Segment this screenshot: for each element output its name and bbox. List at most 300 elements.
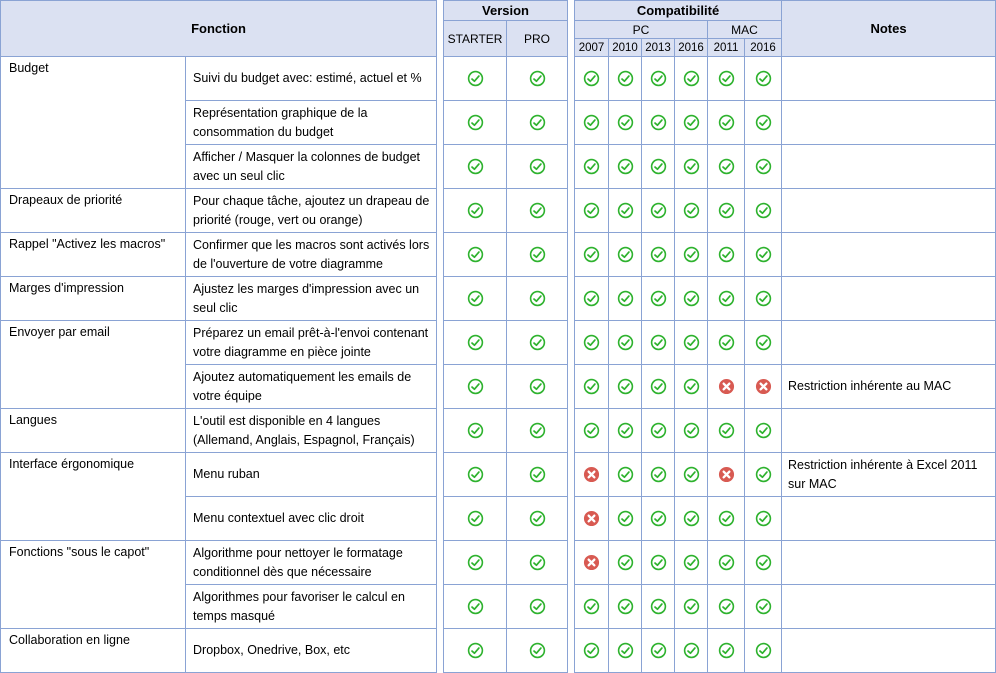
category-cell: Langues xyxy=(1,409,186,453)
description-cell: Confirmer que les macros sont activés lors de l'ouverture de votre diagramme xyxy=(186,233,437,277)
starter-cell xyxy=(444,101,507,145)
compat-cell-pc-2010 xyxy=(609,145,642,189)
table-row xyxy=(1,277,437,321)
check-circle-icon xyxy=(650,598,667,615)
compat-cell-pc-2013 xyxy=(642,541,675,585)
compat-cell-pc-2013 xyxy=(642,233,675,277)
compat-cell-pc-2010 xyxy=(609,541,642,585)
check-circle-icon xyxy=(650,642,667,659)
table-row xyxy=(444,585,568,629)
description-cell: Menu contextuel avec clic droit xyxy=(186,497,437,541)
table-row xyxy=(1,233,437,277)
check-circle-icon xyxy=(650,466,667,483)
note-cell xyxy=(782,277,996,321)
compat-cell-pc-2016 xyxy=(675,541,708,585)
table-row xyxy=(1,57,437,101)
check-circle-icon xyxy=(529,510,546,527)
starter-cell xyxy=(444,277,507,321)
note-cell xyxy=(782,321,996,365)
check-circle-icon xyxy=(755,334,772,351)
check-circle-icon xyxy=(529,70,546,87)
check-circle-icon xyxy=(718,510,735,527)
check-circle-icon xyxy=(617,158,634,175)
check-circle-icon xyxy=(583,246,600,263)
category-cell: Collaboration en ligne xyxy=(1,629,186,673)
check-circle-icon xyxy=(718,114,735,131)
compat-cell-pc-2016 xyxy=(675,101,708,145)
check-circle-icon xyxy=(617,70,634,87)
compat-cell-mac-2016 xyxy=(745,233,782,277)
category-cell: Interface érgonomique xyxy=(1,453,186,541)
compatibility-table xyxy=(574,0,996,673)
check-circle-icon xyxy=(467,554,484,571)
check-circle-icon xyxy=(650,422,667,439)
check-circle-icon xyxy=(583,598,600,615)
pro-cell xyxy=(507,365,568,409)
check-circle-icon xyxy=(617,422,634,439)
compat-cell-pc-2010 xyxy=(609,409,642,453)
check-circle-icon xyxy=(467,598,484,615)
pro-cell xyxy=(507,145,568,189)
starter-cell xyxy=(444,629,507,673)
category-cell: Rappel "Activez les macros" xyxy=(1,233,186,277)
check-circle-icon xyxy=(755,510,772,527)
cross-circle-icon xyxy=(583,554,600,571)
check-circle-icon xyxy=(718,334,735,351)
check-circle-icon xyxy=(583,334,600,351)
compat-cell-pc-2013 xyxy=(642,585,675,629)
table-row xyxy=(444,497,568,541)
check-circle-icon xyxy=(650,202,667,219)
check-circle-icon xyxy=(755,422,772,439)
check-circle-icon xyxy=(617,334,634,351)
description-cell: Dropbox, Onedrive, Box, etc xyxy=(186,629,437,673)
pro-cell xyxy=(507,233,568,277)
check-circle-icon xyxy=(755,202,772,219)
check-circle-icon xyxy=(617,378,634,395)
pc-year-2013: 2013 xyxy=(642,39,675,57)
check-circle-icon xyxy=(529,378,546,395)
table-row xyxy=(444,277,568,321)
compat-cell-pc-2013 xyxy=(642,189,675,233)
compat-cell-pc-2013 xyxy=(642,277,675,321)
mac-group-header: MAC xyxy=(708,21,782,39)
table-row xyxy=(575,585,996,629)
compat-cell-pc-2016 xyxy=(675,585,708,629)
compat-cell-pc-2016 xyxy=(675,365,708,409)
check-circle-icon xyxy=(467,422,484,439)
table-row xyxy=(575,453,996,497)
check-circle-icon xyxy=(718,246,735,263)
starter-cell xyxy=(444,453,507,497)
check-circle-icon xyxy=(529,246,546,263)
compat-cell-pc-2010 xyxy=(609,277,642,321)
table-row xyxy=(444,365,568,409)
table-row xyxy=(575,101,996,145)
check-circle-icon xyxy=(683,422,700,439)
compat-cell-pc-2007 xyxy=(575,409,609,453)
compat-cell-mac-2016 xyxy=(745,453,782,497)
description-cell: Ajoutez automatiquement les emails de votre équipe xyxy=(186,365,437,409)
description-cell: Algorithme pour nettoyer le formatage conditionnel dès que nécessaire xyxy=(186,541,437,585)
compat-cell-pc-2013 xyxy=(642,365,675,409)
table-row xyxy=(444,189,568,233)
table-row xyxy=(575,321,996,365)
check-circle-icon xyxy=(467,290,484,307)
compat-cell-pc-2016 xyxy=(675,321,708,365)
description-cell: Suivi du budget avec: estimé, actuel et % xyxy=(186,57,437,101)
check-circle-icon xyxy=(529,554,546,571)
compat-cell-mac-2016 xyxy=(745,541,782,585)
description-cell: Menu ruban xyxy=(186,453,437,497)
compat-cell-pc-2013 xyxy=(642,321,675,365)
table-row xyxy=(444,541,568,585)
check-circle-icon xyxy=(617,554,634,571)
compat-cell-mac-2016 xyxy=(745,629,782,673)
check-circle-icon xyxy=(755,290,772,307)
compat-cell-mac-2016 xyxy=(745,585,782,629)
check-circle-icon xyxy=(650,70,667,87)
check-circle-icon xyxy=(583,378,600,395)
check-circle-icon xyxy=(529,422,546,439)
check-circle-icon xyxy=(617,114,634,131)
check-circle-icon xyxy=(650,334,667,351)
compat-cell-pc-2010 xyxy=(609,629,642,673)
mac-year-2011: 2011 xyxy=(708,39,745,57)
check-circle-icon xyxy=(583,642,600,659)
description-cell: L'outil est disponible en 4 langues (Allemand, Anglais, Espagnol, Français) xyxy=(186,409,437,453)
compat-cell-pc-2013 xyxy=(642,57,675,101)
note-cell xyxy=(782,629,996,673)
check-circle-icon xyxy=(650,246,667,263)
compat-cell-pc-2007 xyxy=(575,497,609,541)
compat-cell-mac-2011 xyxy=(708,233,745,277)
compat-cell-mac-2011 xyxy=(708,321,745,365)
check-circle-icon xyxy=(529,598,546,615)
compat-cell-pc-2010 xyxy=(609,101,642,145)
compat-cell-pc-2007 xyxy=(575,101,609,145)
compat-cell-pc-2013 xyxy=(642,629,675,673)
compat-cell-mac-2016 xyxy=(745,57,782,101)
table-row xyxy=(1,629,437,673)
check-circle-icon xyxy=(755,246,772,263)
compat-cell-pc-2013 xyxy=(642,101,675,145)
check-circle-icon xyxy=(718,202,735,219)
table-row xyxy=(1,321,437,365)
compat-cell-pc-2016 xyxy=(675,57,708,101)
check-circle-icon xyxy=(467,158,484,175)
notes-header: Notes xyxy=(782,1,996,57)
compat-cell-pc-2007 xyxy=(575,277,609,321)
pro-cell xyxy=(507,101,568,145)
compat-cell-pc-2016 xyxy=(675,453,708,497)
check-circle-icon xyxy=(467,466,484,483)
note-cell xyxy=(782,189,996,233)
pro-cell xyxy=(507,629,568,673)
check-circle-icon xyxy=(467,334,484,351)
check-circle-icon xyxy=(617,510,634,527)
cross-circle-icon xyxy=(718,466,735,483)
compat-cell-pc-2013 xyxy=(642,409,675,453)
compat-cell-pc-2016 xyxy=(675,629,708,673)
check-circle-icon xyxy=(467,378,484,395)
description-cell: Préparez un email prêt-à-l'envoi contenant votre diagramme en pièce jointe xyxy=(186,321,437,365)
check-circle-icon xyxy=(755,554,772,571)
check-circle-icon xyxy=(755,598,772,615)
pc-year-2016: 2016 xyxy=(675,39,708,57)
note-cell xyxy=(782,233,996,277)
pc-group-header: PC xyxy=(575,21,708,39)
check-circle-icon xyxy=(683,334,700,351)
compat-cell-pc-2010 xyxy=(609,233,642,277)
table-row xyxy=(444,629,568,673)
table-row xyxy=(1,541,437,585)
note-cell xyxy=(782,497,996,541)
table-row xyxy=(575,409,996,453)
compat-cell-mac-2011 xyxy=(708,541,745,585)
check-circle-icon xyxy=(683,378,700,395)
compat-cell-pc-2016 xyxy=(675,497,708,541)
mac-year-2016: 2016 xyxy=(745,39,782,57)
compat-cell-mac-2016 xyxy=(745,497,782,541)
check-circle-icon xyxy=(683,70,700,87)
starter-cell xyxy=(444,189,507,233)
check-circle-icon xyxy=(529,334,546,351)
note-cell xyxy=(782,585,996,629)
check-circle-icon xyxy=(683,158,700,175)
starter-cell xyxy=(444,541,507,585)
pro-cell xyxy=(507,453,568,497)
check-circle-icon xyxy=(583,114,600,131)
check-circle-icon xyxy=(583,158,600,175)
compat-cell-mac-2011 xyxy=(708,57,745,101)
table-row xyxy=(444,57,568,101)
check-circle-icon xyxy=(683,598,700,615)
check-circle-icon xyxy=(683,290,700,307)
compat-cell-pc-2010 xyxy=(609,365,642,409)
category-cell: Drapeaux de priorité xyxy=(1,189,186,233)
check-circle-icon xyxy=(617,290,634,307)
compat-cell-pc-2010 xyxy=(609,189,642,233)
check-circle-icon xyxy=(583,422,600,439)
version-col-pro: PRO xyxy=(507,21,568,57)
starter-cell xyxy=(444,409,507,453)
check-circle-icon xyxy=(650,510,667,527)
table-row xyxy=(1,453,437,497)
compat-cell-mac-2011 xyxy=(708,101,745,145)
version-table xyxy=(443,0,568,673)
check-circle-icon xyxy=(583,202,600,219)
table-row xyxy=(444,453,568,497)
description-cell: Afficher / Masquer la colonnes de budget avec un seul clic xyxy=(186,145,437,189)
compat-cell-mac-2011 xyxy=(708,145,745,189)
check-circle-icon xyxy=(650,290,667,307)
check-circle-icon xyxy=(650,554,667,571)
category-cell: Marges d'impression xyxy=(1,277,186,321)
compat-cell-pc-2007 xyxy=(575,145,609,189)
check-circle-icon xyxy=(650,158,667,175)
table-row xyxy=(1,189,437,233)
version-col-starter: STARTER xyxy=(444,21,507,57)
compat-cell-mac-2016 xyxy=(745,321,782,365)
compat-cell-pc-2007 xyxy=(575,233,609,277)
check-circle-icon xyxy=(617,642,634,659)
cross-circle-icon xyxy=(583,510,600,527)
compat-cell-pc-2013 xyxy=(642,497,675,541)
version-header: Version xyxy=(444,1,568,21)
pro-cell xyxy=(507,277,568,321)
table-row xyxy=(1,409,437,453)
compat-cell-pc-2016 xyxy=(675,277,708,321)
starter-cell xyxy=(444,497,507,541)
check-circle-icon xyxy=(529,642,546,659)
table-row xyxy=(444,233,568,277)
compat-cell-mac-2016 xyxy=(745,189,782,233)
table-row xyxy=(575,541,996,585)
table-row xyxy=(444,145,568,189)
compat-cell-pc-2010 xyxy=(609,585,642,629)
compat-cell-mac-2011 xyxy=(708,365,745,409)
compat-cell-pc-2016 xyxy=(675,233,708,277)
check-circle-icon xyxy=(755,70,772,87)
check-circle-icon xyxy=(718,642,735,659)
note-cell: Restriction inhérente au MAC xyxy=(782,365,996,409)
compat-cell-pc-2013 xyxy=(642,145,675,189)
compat-cell-pc-2007 xyxy=(575,541,609,585)
note-cell xyxy=(782,101,996,145)
check-circle-icon xyxy=(683,246,700,263)
check-circle-icon xyxy=(755,466,772,483)
compat-cell-mac-2011 xyxy=(708,497,745,541)
check-circle-icon xyxy=(583,290,600,307)
compat-cell-mac-2011 xyxy=(708,585,745,629)
category-cell: Fonctions "sous le capot" xyxy=(1,541,186,629)
check-circle-icon xyxy=(755,642,772,659)
compat-cell-pc-2010 xyxy=(609,57,642,101)
check-circle-icon xyxy=(650,378,667,395)
check-circle-icon xyxy=(718,422,735,439)
pc-year-2007: 2007 xyxy=(575,39,609,57)
check-circle-icon xyxy=(467,510,484,527)
compat-cell-pc-2007 xyxy=(575,365,609,409)
table-row xyxy=(444,409,568,453)
fonction-table xyxy=(0,0,437,673)
description-cell: Ajustez les marges d'impression avec un seul clic xyxy=(186,277,437,321)
pro-cell xyxy=(507,541,568,585)
compat-cell-mac-2016 xyxy=(745,365,782,409)
starter-cell xyxy=(444,145,507,189)
check-circle-icon xyxy=(529,114,546,131)
compat-cell-mac-2011 xyxy=(708,277,745,321)
compat-cell-mac-2011 xyxy=(708,453,745,497)
check-circle-icon xyxy=(755,114,772,131)
compat-cell-pc-2007 xyxy=(575,321,609,365)
note-cell xyxy=(782,409,996,453)
pro-cell xyxy=(507,189,568,233)
check-circle-icon xyxy=(718,290,735,307)
note-cell: Restriction inhérente à Excel 2011 sur MAC xyxy=(782,453,996,497)
compat-cell-pc-2016 xyxy=(675,409,708,453)
check-circle-icon xyxy=(718,598,735,615)
table-row xyxy=(444,101,568,145)
pro-cell xyxy=(507,321,568,365)
starter-cell xyxy=(444,585,507,629)
compat-cell-mac-2016 xyxy=(745,101,782,145)
compat-cell-pc-2010 xyxy=(609,453,642,497)
table-row xyxy=(575,233,996,277)
check-circle-icon xyxy=(683,510,700,527)
table-row xyxy=(575,365,996,409)
category-cell: Budget xyxy=(1,57,186,189)
note-cell xyxy=(782,541,996,585)
check-circle-icon xyxy=(718,554,735,571)
pro-cell xyxy=(507,497,568,541)
check-circle-icon xyxy=(467,642,484,659)
compat-cell-pc-2007 xyxy=(575,189,609,233)
table-row xyxy=(575,629,996,673)
table-row xyxy=(575,57,996,101)
compat-cell-pc-2007 xyxy=(575,629,609,673)
check-circle-icon xyxy=(683,554,700,571)
check-circle-icon xyxy=(467,114,484,131)
category-cell: Envoyer par email xyxy=(1,321,186,409)
compat-cell-pc-2016 xyxy=(675,189,708,233)
compat-cell-mac-2016 xyxy=(745,277,782,321)
table-row xyxy=(575,497,996,541)
pro-cell xyxy=(507,409,568,453)
check-circle-icon xyxy=(683,642,700,659)
compat-cell-mac-2011 xyxy=(708,629,745,673)
compat-cell-pc-2010 xyxy=(609,497,642,541)
check-circle-icon xyxy=(617,598,634,615)
starter-cell xyxy=(444,321,507,365)
compat-cell-pc-2010 xyxy=(609,321,642,365)
note-cell xyxy=(782,57,996,101)
compat-cell-mac-2016 xyxy=(745,409,782,453)
table-row xyxy=(444,321,568,365)
check-circle-icon xyxy=(467,246,484,263)
check-circle-icon xyxy=(583,70,600,87)
check-circle-icon xyxy=(683,202,700,219)
check-circle-icon xyxy=(467,70,484,87)
compat-cell-pc-2016 xyxy=(675,145,708,189)
table-row xyxy=(575,277,996,321)
starter-cell xyxy=(444,233,507,277)
note-cell xyxy=(782,145,996,189)
check-circle-icon xyxy=(529,290,546,307)
cross-circle-icon xyxy=(718,378,735,395)
cross-circle-icon xyxy=(755,378,772,395)
compatibilite-header: Compatibilité xyxy=(575,1,782,21)
compat-cell-mac-2011 xyxy=(708,189,745,233)
check-circle-icon xyxy=(650,114,667,131)
compat-cell-pc-2007 xyxy=(575,453,609,497)
pro-cell xyxy=(507,57,568,101)
pro-cell xyxy=(507,585,568,629)
check-circle-icon xyxy=(683,466,700,483)
compat-cell-mac-2016 xyxy=(745,145,782,189)
compat-cell-pc-2007 xyxy=(575,57,609,101)
starter-cell xyxy=(444,365,507,409)
check-circle-icon xyxy=(718,158,735,175)
check-circle-icon xyxy=(529,466,546,483)
check-circle-icon xyxy=(718,70,735,87)
pc-year-2010: 2010 xyxy=(609,39,642,57)
description-cell: Algorithmes pour favoriser le calcul en temps masqué xyxy=(186,585,437,629)
check-circle-icon xyxy=(529,158,546,175)
check-circle-icon xyxy=(529,202,546,219)
check-circle-icon xyxy=(755,158,772,175)
